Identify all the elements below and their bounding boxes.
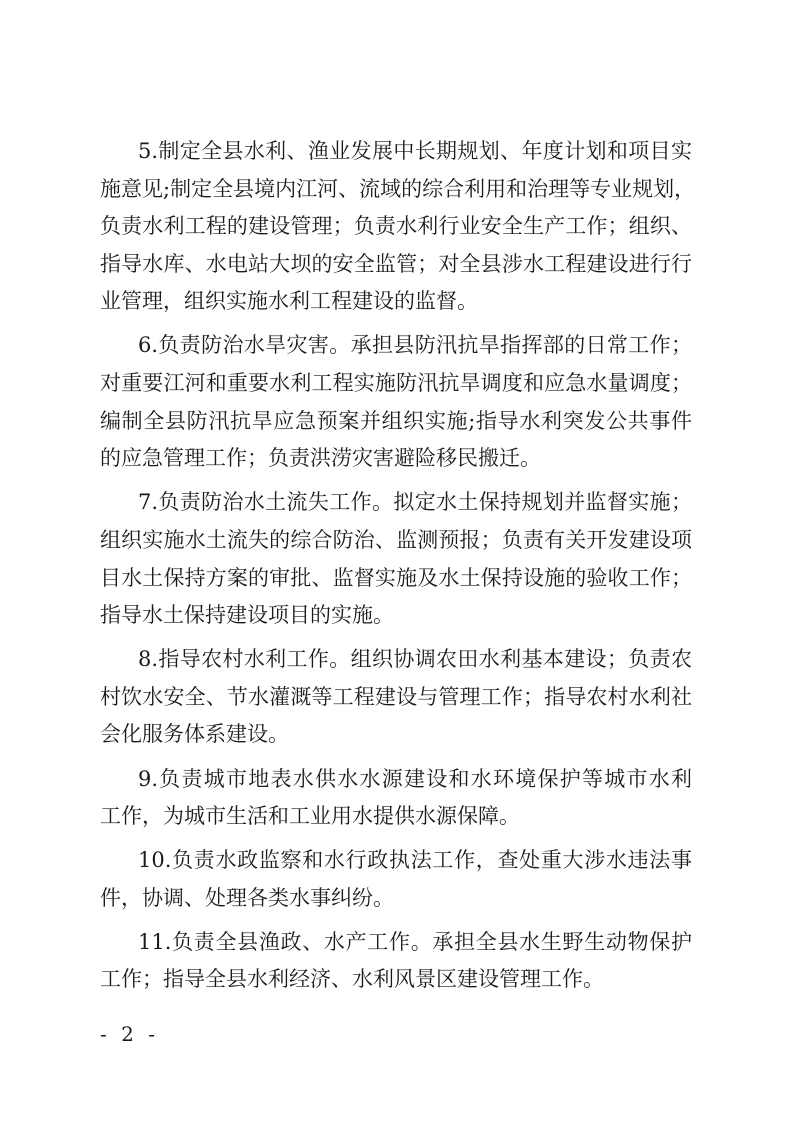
paragraph-item-11 xyxy=(100,924,692,999)
text-line: 6.负责防治水旱灾害。承担县防汛抗旱指挥部的日常工作； xyxy=(138,333,692,358)
text-line: 7.负责防治水土流失工作。拟定水土保持规划并监督实施； xyxy=(138,490,692,515)
page-number: - 2 - xyxy=(100,1022,159,1046)
text-line: 组织实施水土流失的综合防治、监测预报；负责有关开发建设项 xyxy=(100,527,692,552)
paragraph-item-5 xyxy=(100,133,696,321)
text-line: 11.负责全县渔政、水产工作。承担全县水生野生动物保护 xyxy=(138,929,692,954)
paragraph-item-10 xyxy=(100,842,692,917)
text-line: 目水土保持方案的审批、监督实施及水土保持设施的验收工作； xyxy=(100,565,692,590)
paragraph-item-9 xyxy=(100,761,692,836)
text-line: 负责水利工程的建设管理；负责水利行业安全生产工作；组织、 xyxy=(100,214,692,239)
text-line: 工作；指导全县水利经济、水利风景区建设管理工作。 xyxy=(100,967,604,992)
text-line: 件，协调、处理各类水事纠纷。 xyxy=(100,885,394,910)
text-line: 业管理，组织实施水利工程建设的监督。 xyxy=(100,289,478,314)
body-text xyxy=(100,133,696,1006)
text-line: 村饮水安全、节水灌溉等工程建设与管理工作；指导农村水利社 xyxy=(100,684,692,709)
paragraph-item-8 xyxy=(100,641,692,754)
text-line: 9.负责城市地表水供水水源建设和水环境保护等城市水利 xyxy=(138,766,692,791)
text-line: 指导水土保持建设项目的实施。 xyxy=(100,603,394,628)
text-line: 8.指导农村水利工作。组织协调农田水利基本建设；负责农 xyxy=(138,647,692,672)
text-line: 的应急管理工作；负责洪涝灾害避险移民搬迁。 xyxy=(100,446,541,471)
text-line: 施意见;制定全县境内江河、流域的综合利用和治理等专业规划， xyxy=(100,176,696,201)
text-line: 对重要江河和重要水利工程实施防汛抗旱调度和应急水量调度； xyxy=(100,371,692,396)
text-line: 5.制定全县水利、渔业发展中长期规划、年度计划和项目实 xyxy=(138,139,692,163)
text-line: 编制全县防汛抗旱应急预案并组织实施;指导水利突发公共事件 xyxy=(100,408,692,433)
paragraph-item-6 xyxy=(100,327,692,477)
paragraph-item-7 xyxy=(100,484,692,634)
text-line: 会化服务体系建设。 xyxy=(100,722,289,747)
text-line: 10.负责水政监察和水行政执法工作，查处重大涉水违法事 xyxy=(138,848,692,873)
text-line: 工作，为城市生活和工业用水提供水源保障。 xyxy=(100,804,520,829)
text-line: 指导水库、水电站大坝的安全监管；对全县涉水工程建设进行行 xyxy=(100,251,692,276)
